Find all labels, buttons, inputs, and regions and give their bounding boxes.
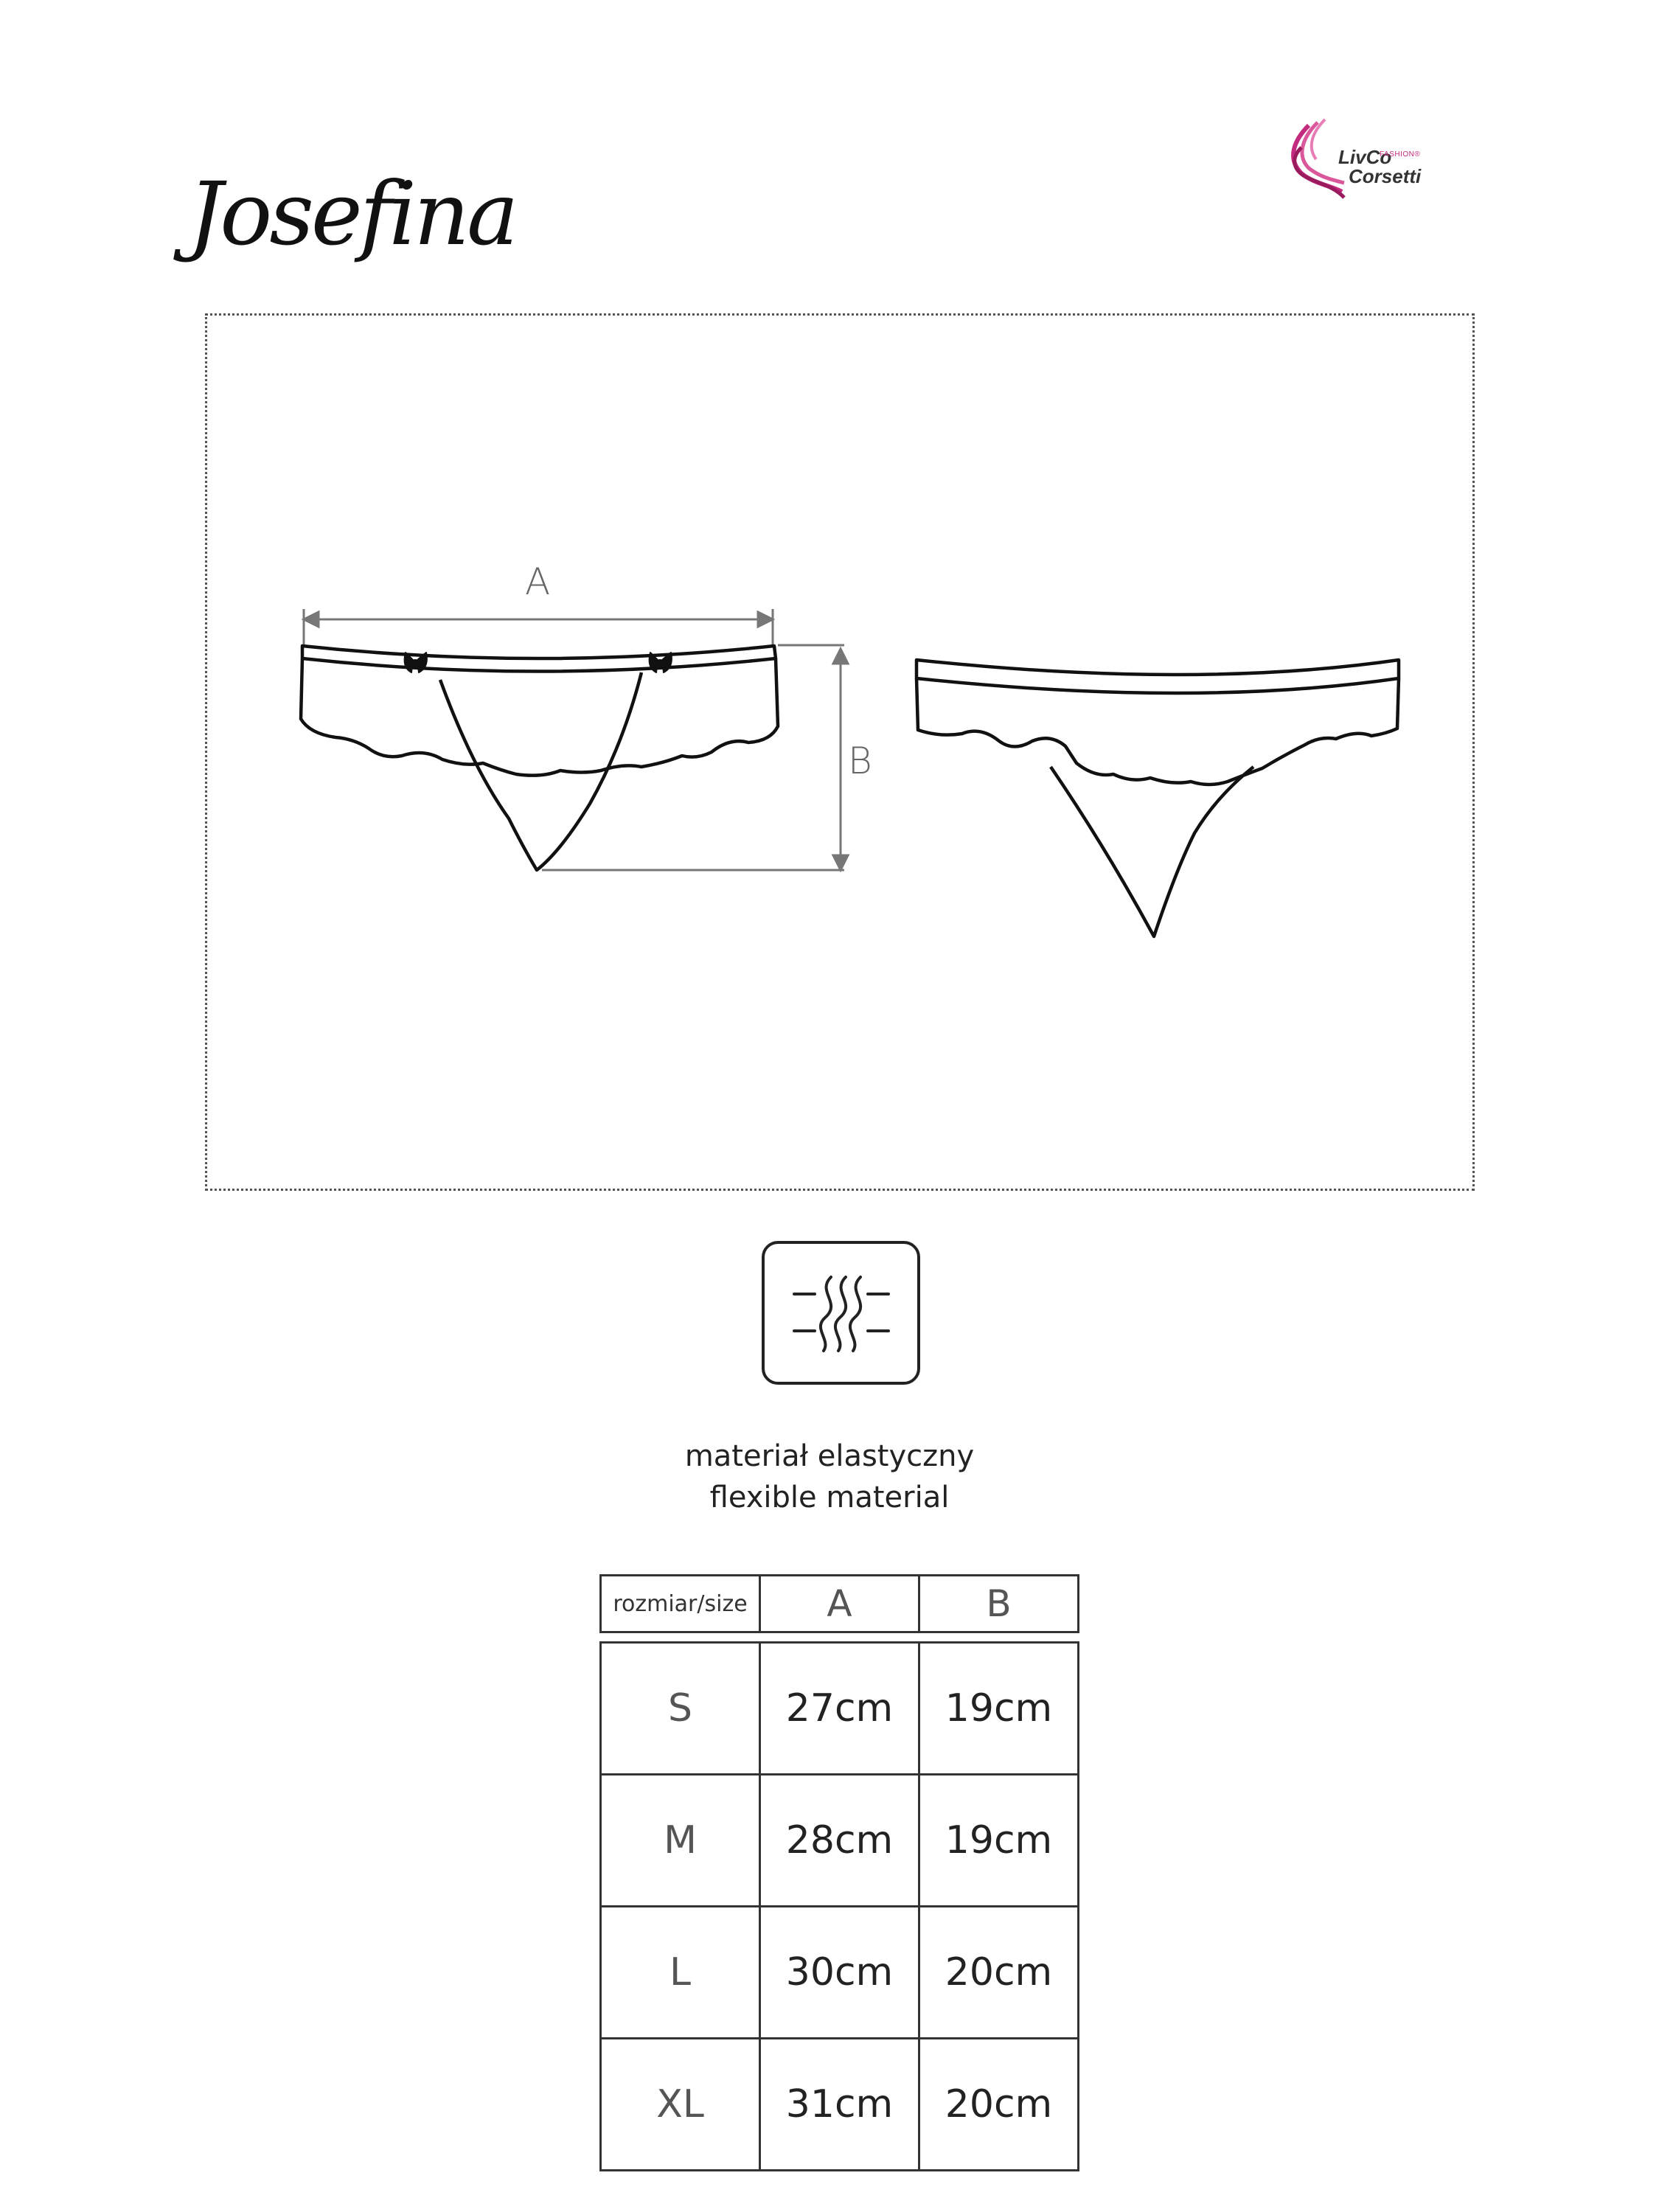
size-cell: M <box>601 1775 760 1907</box>
size-cell: XL <box>601 2039 760 2171</box>
logo-text-livco: LivCo <box>1338 146 1392 168</box>
dimension-a-label: A <box>525 560 551 603</box>
b-cell: 20cm <box>919 2039 1079 2171</box>
b-column-header: B <box>919 1576 1079 1632</box>
table-row <box>601 1775 1079 1907</box>
material-label-polish: materiał elastyczny <box>684 1439 975 1473</box>
logo-text-corsetti: Corsetti <box>1349 165 1422 187</box>
b-cell: 19cm <box>919 1643 1079 1775</box>
size-table <box>599 1641 1079 2171</box>
stretch-fabric-icon <box>762 1241 920 1385</box>
back-view-drawing <box>917 660 1399 936</box>
size-table-header <box>599 1574 1079 1633</box>
a-column-header: A <box>760 1576 919 1632</box>
b-cell: 19cm <box>919 1775 1079 1907</box>
table-row <box>601 1643 1079 1775</box>
a-cell: 28cm <box>760 1775 919 1907</box>
a-cell: 31cm <box>760 2039 919 2171</box>
a-cell: 27cm <box>760 1643 919 1775</box>
size-column-header: rozmiar/size <box>601 1576 760 1632</box>
front-view-drawing <box>301 646 778 870</box>
material-label-english: flexible material <box>709 1481 950 1514</box>
table-row <box>601 2039 1079 2171</box>
dimension-b-label: B <box>848 740 872 782</box>
table-row <box>601 1907 1079 2039</box>
size-cell: S <box>601 1643 760 1775</box>
dimension-a-arrow <box>304 609 773 653</box>
a-cell: 30cm <box>760 1907 919 2039</box>
size-cell: L <box>601 1907 760 2039</box>
b-cell: 20cm <box>919 1907 1079 2039</box>
product-name: Josefina <box>188 163 516 265</box>
logo-text-fashion: FASHION® <box>1380 150 1421 159</box>
